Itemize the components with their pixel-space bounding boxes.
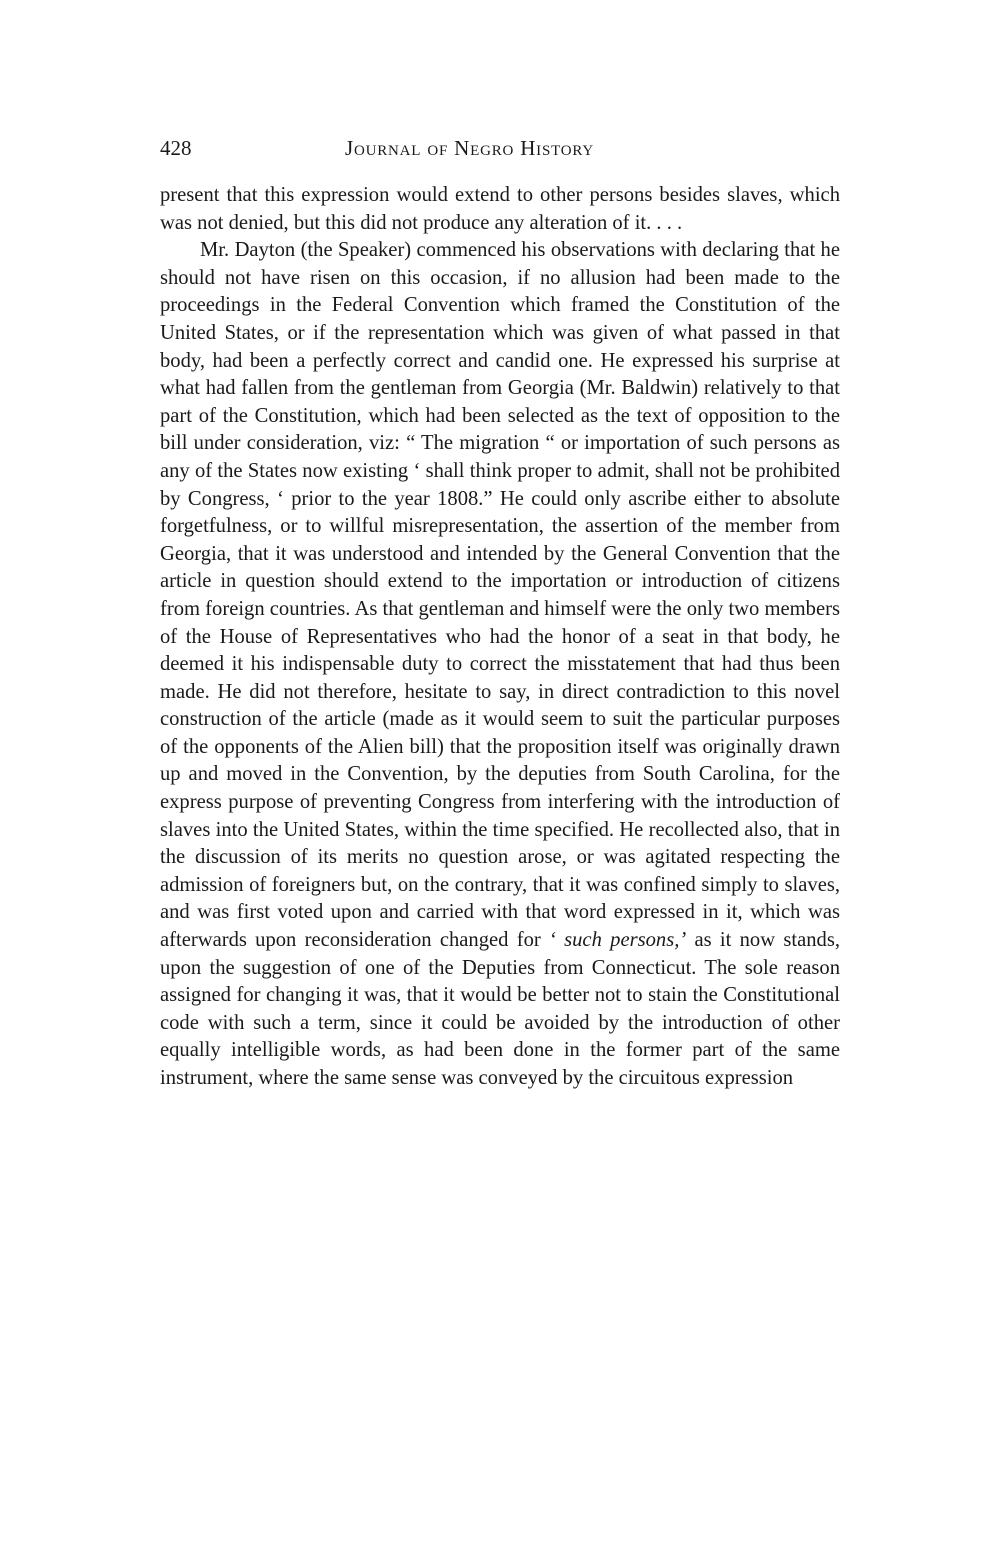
article-body [160,182,840,1093]
paragraph-dayton [160,237,840,1092]
paragraph-continued: present that this expression would extend to other persons besides slaves, which was not denied, but this did not produce any alteration of it. . . . [160,184,840,234]
running-head [160,133,840,163]
journal-title: Journal of Negro History [345,136,595,160]
emphasized-phrase: ‘ such persons,’ [549,929,687,952]
journal-page [160,133,840,1093]
page-number: 428 [160,136,192,160]
paragraph-text-after-emphasis: as it now stands, upon the suggestion of one of the Deputies from Connecticut. The sole reason assigned for changing it was, that it would be better not to stain the Constitutional code with such a term, since it could be avoided by the introduction of other equally intelligible words, as had been done in the former part of the same instrument, where the same sense was conveyed by the circuitous expression [160,929,841,1089]
paragraph-text-before-emphasis: Mr. Dayton (the Speaker) commenced his observations with declaring that he should not have risen on this occasion, if no allusion had been made to the proceedings in the Federal Convention which framed the Constitution of the United States, or if the representation which was given of what passed in that body, had been a perfectly correct and candid one. He expressed his surprise at what had fallen from the gentleman from Georgia (Mr. Baldwin) relatively to that part of the Constitution, which had been selected as the text of opposition to the bill under consideration, viz: “ The migration “ or importation of such persons as any of the States now existing ‘ shall think proper to admit, shall not be prohibited by Congress, ‘ prior to the year 1808.” He could only ascribe either to absolute forgetfulness, or to willful misrepresentation, the assertion of the member from Georgia, that it was understood and intended by the General Convention that the article in question should extend to the importation or introduction of citizens from foreign countries. As that gentleman and himself were the only two members of the House of Representatives who had the honor of a seat in that body, he deemed it his indispensable duty to correct the misstatement that had thus been made. He did not therefore, hesitate to say, in direct contradiction to this novel construction of the article (made as it would seem to suit the particular purposes of the opponents of the Alien bill) that the proposition itself was originally drawn up and moved in the Convention, by the deputies from South Carolina, for the express purpose of preventing Congress from interfering with the introduction of slaves into the United States, within the time specified. He recollected also, that in the discussion of its merits no question arose, or was agitated respecting the admission of foreigners but, on the contrary, that it was confined simply to slaves, and was first voted upon and carried with that word expressed in it, which was afterwards upon reconsideration changed for [160,239,840,952]
